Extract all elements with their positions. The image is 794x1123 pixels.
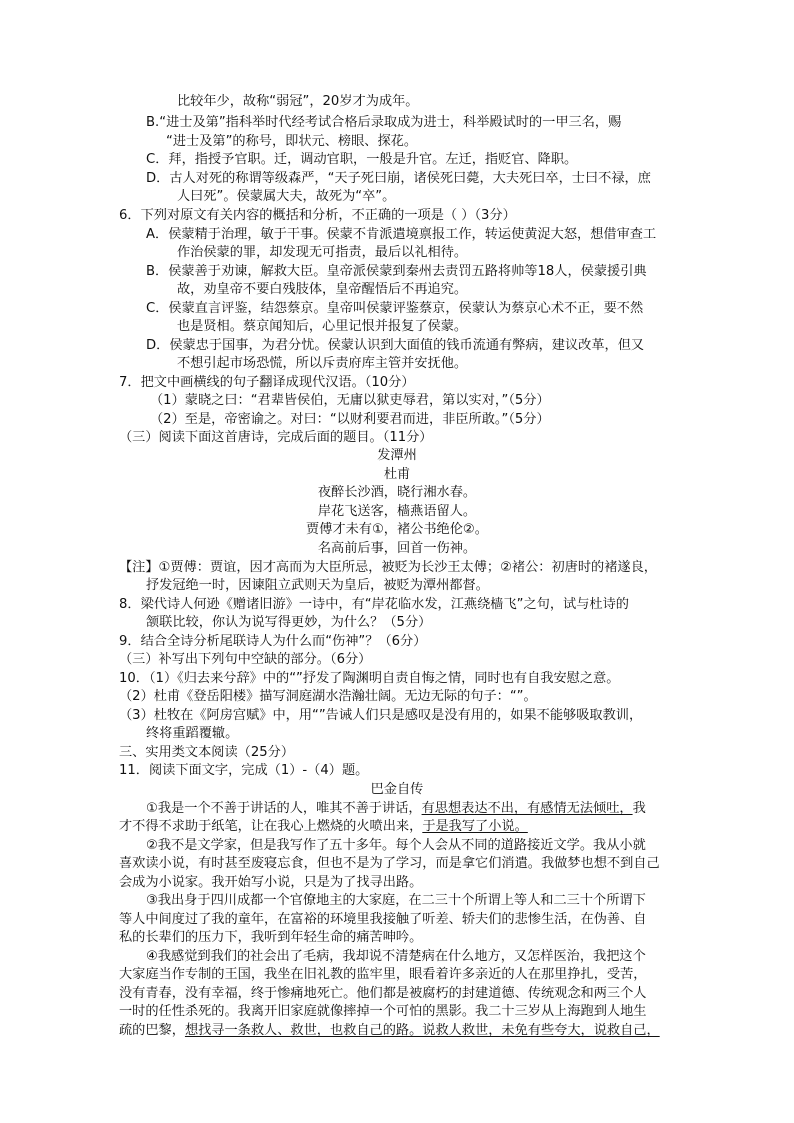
q7-item-1: （1）蒙晓之曰：“君辈皆侯伯，无庸以狱吏辱君，第以实对，”（5分） (150, 393, 550, 408)
poem-line: 贾傅才未有①，褚公书绝伦②。 (306, 522, 488, 537)
paragraph-line: ③我出身于四川成都一个官僚地主的大家庭，在二三十个所谓上等人和二三十个所谓下 (146, 893, 646, 908)
q10-item-3: （3）杜牧在《阿房宫赋》中，用“”告诫人们只是感叹是没有用的，如果不能够吸取教训， (119, 708, 643, 723)
text-line: 不想引起市场恐慌，所以斥责府库主管并安抚他。 (177, 356, 468, 371)
article-title: 巴金自传 (370, 782, 424, 797)
text-line: 终将重蹈覆辙。 (146, 726, 239, 741)
paragraph-line: 等人中间度过了我的童年，在富裕的环境里我接触了听差、轿夫们的悲惨生活，在伪善、自 (119, 912, 647, 927)
paragraph-line (146, 800, 646, 818)
option-d: D．古人对死的称谓等级森严，“天子死曰崩，诸侯死曰薨，大夫死曰卒，士曰不禄，庶 (146, 171, 651, 186)
text-line: 比较年少，故称“弱冠”，20岁才为成年。 (177, 94, 419, 109)
poem-note: 【注】①贾傅：贾谊，因才高而为大臣所忌，被贬为长沙王太傅；②褚公：初唐时的褚遂良， (119, 560, 657, 575)
poem-author: 杜甫 (383, 467, 411, 482)
paragraph-line: 私的长辈们的压力下，我听到年轻生命的痛苦呻吟。 (119, 930, 423, 945)
underlined-sentence: 想找寻一条救人、救世，也救自己的路。说救人救世，未免有些夸大，说救自己， (184, 1023, 660, 1038)
paragraph-line: 没有青春，没有幸福，终于惨痛地死亡。他们都是被腐朽的封建道德、传统观念和两三个人 (119, 986, 647, 1001)
question-10: 10．（1）《归去来兮辞》中的“”抒发了陶渊明自责自悔之情，同时也有自我安慰之意。 (119, 671, 620, 686)
question-9: 9．结合全诗分析尾联诗人为什么而“伤神”？（6分） (119, 634, 427, 649)
poem-line: 夜醉长沙酒，晓行湘水春。 (317, 485, 477, 500)
text-line: 人曰死”。侯蒙属大夫，故死为“卒”。 (177, 189, 396, 204)
question-7: 7．把文中画横线的句子翻译成现代汉语。（10分） (119, 375, 415, 390)
question-8: 8．梁代诗人何逊《赠诸旧游》一诗中，有“岸花临水发，江燕绕樯飞”之句，试与杜诗的 (119, 597, 629, 612)
text-run: 疏的巴黎， (119, 1023, 185, 1038)
q7-item-2: （2）至是，帝密谕之。对曰：“以财利要君而进，非臣所敢。”（5分） (150, 412, 550, 427)
question-11: 11．阅读下面文字，完成（1）-（4）题。 (119, 763, 369, 778)
section-heading: （三）阅读下面这首唐诗，完成后面的题目。（11分） (119, 430, 433, 445)
paragraph-line: 一时的任性杀死的。我离开旧家庭就像摔掉一个可怕的黑影。我二十三岁从上海跑到人地生 (119, 1004, 647, 1019)
paragraph-line: ④我感觉到我们的社会出了毛病，我却说不清楚病在什么地方，又怎样医治，我把这个 (146, 949, 646, 964)
paragraph-line (119, 1022, 660, 1040)
paragraph-line (119, 818, 528, 836)
q6-option-d: D．侯蒙忠于国事，为君分忧。侯蒙认识到大面值的钱币流通有弊病，建议改革，但又 (146, 338, 645, 353)
text-line: “进士及第”的称号，即状元、榜眼、探花。 (166, 134, 418, 149)
poem-title: 发潭州 (377, 448, 417, 463)
text-run: 才不得不求助于纸笔，让在我心上燃烧的火喷出来， (119, 819, 423, 834)
part-heading: 三、实用类文本阅读（25分） (119, 745, 295, 760)
paragraph-line: 会成为小说家。我开始写小说，只是为了找寻出路。 (119, 875, 423, 890)
poem-line: 岸花飞送客，樯燕语留人。 (317, 504, 477, 519)
paragraph-line: ②我不是文学家，但是我写作了五十多年。每个人会从不同的道路接近文学。我从小就 (146, 838, 646, 853)
text-line: 故，劝皇帝不要白残肢体，皇帝醒悟后不再追究。 (177, 282, 468, 297)
text-run: ①我是一个不善于讲话的人，唯其不善于讲话， (146, 801, 422, 816)
option-b: B.“进士及第”指科举时代经考试合格后录取成为进士，科举殿试时的一甲三名，赐 (146, 115, 622, 130)
question-6: 6．下列对原文有关内容的概括和分析，不正确的一项是（ ）（3分） (119, 208, 516, 223)
text-line: 抒发冠绝一时，因谏阻立武则天为皇后，被贬为潭州都督。 (146, 578, 489, 593)
text-line: 颔联比较，你认为说写得更妙，为什么？（5分） (146, 615, 432, 630)
paragraph-line: 喜欢读小说，有时甚至废寝忘食，但也不是为了学习，而是拿它们消遣。我做梦也想不到自己 (119, 856, 660, 871)
section-heading: （三）补写出下列句中空缺的部分。（6分） (119, 652, 372, 667)
q6-option-c: C．侯蒙直言评鉴，结怨蔡京。皇帝叫侯蒙评鉴蔡京，侯蒙认为蔡京心术不正，要不然 (146, 301, 644, 316)
q10-item-2: （2）杜甫《登岳阳楼》描写洞庭湖水浩瀚壮阔。无边无际的句子：“”。 (119, 689, 537, 704)
text-line: 作治侯蒙的罪，却发现无可指责，最后以礼相待。 (177, 245, 468, 260)
option-c: C．拜，指授予官职。迁，调动官职，一般是升官。左迁，指贬官、降职。 (146, 152, 578, 167)
text-line: 也是贤相。蔡京闻知后，心里记恨并报复了侯蒙。 (177, 319, 468, 334)
q6-option-b: B．侯蒙善于劝谏，解救大臣。皇帝派侯蒙到秦州去责罚五路将帅等18人，侯蒙援引典 (146, 264, 647, 279)
q6-option-a: A．侯蒙精于治理，敏于干事。侯蒙不肯派遣境禀报工作，转运使黄浞大怒，想借审查工 (146, 227, 657, 242)
underlined-sentence: 有思想表达不出，有感情无法倾吐， (421, 801, 633, 816)
paragraph-line: 大家庭当作专制的王国，我坐在旧礼教的监牢里，眼看着许多亲近的人在那里挣扎，受苦， (119, 967, 647, 982)
text-run: 我 (632, 801, 646, 816)
underlined-sentence: 于是我写了小说。 (422, 819, 528, 834)
poem-line: 名高前后事，回首一伤神。 (317, 541, 477, 556)
